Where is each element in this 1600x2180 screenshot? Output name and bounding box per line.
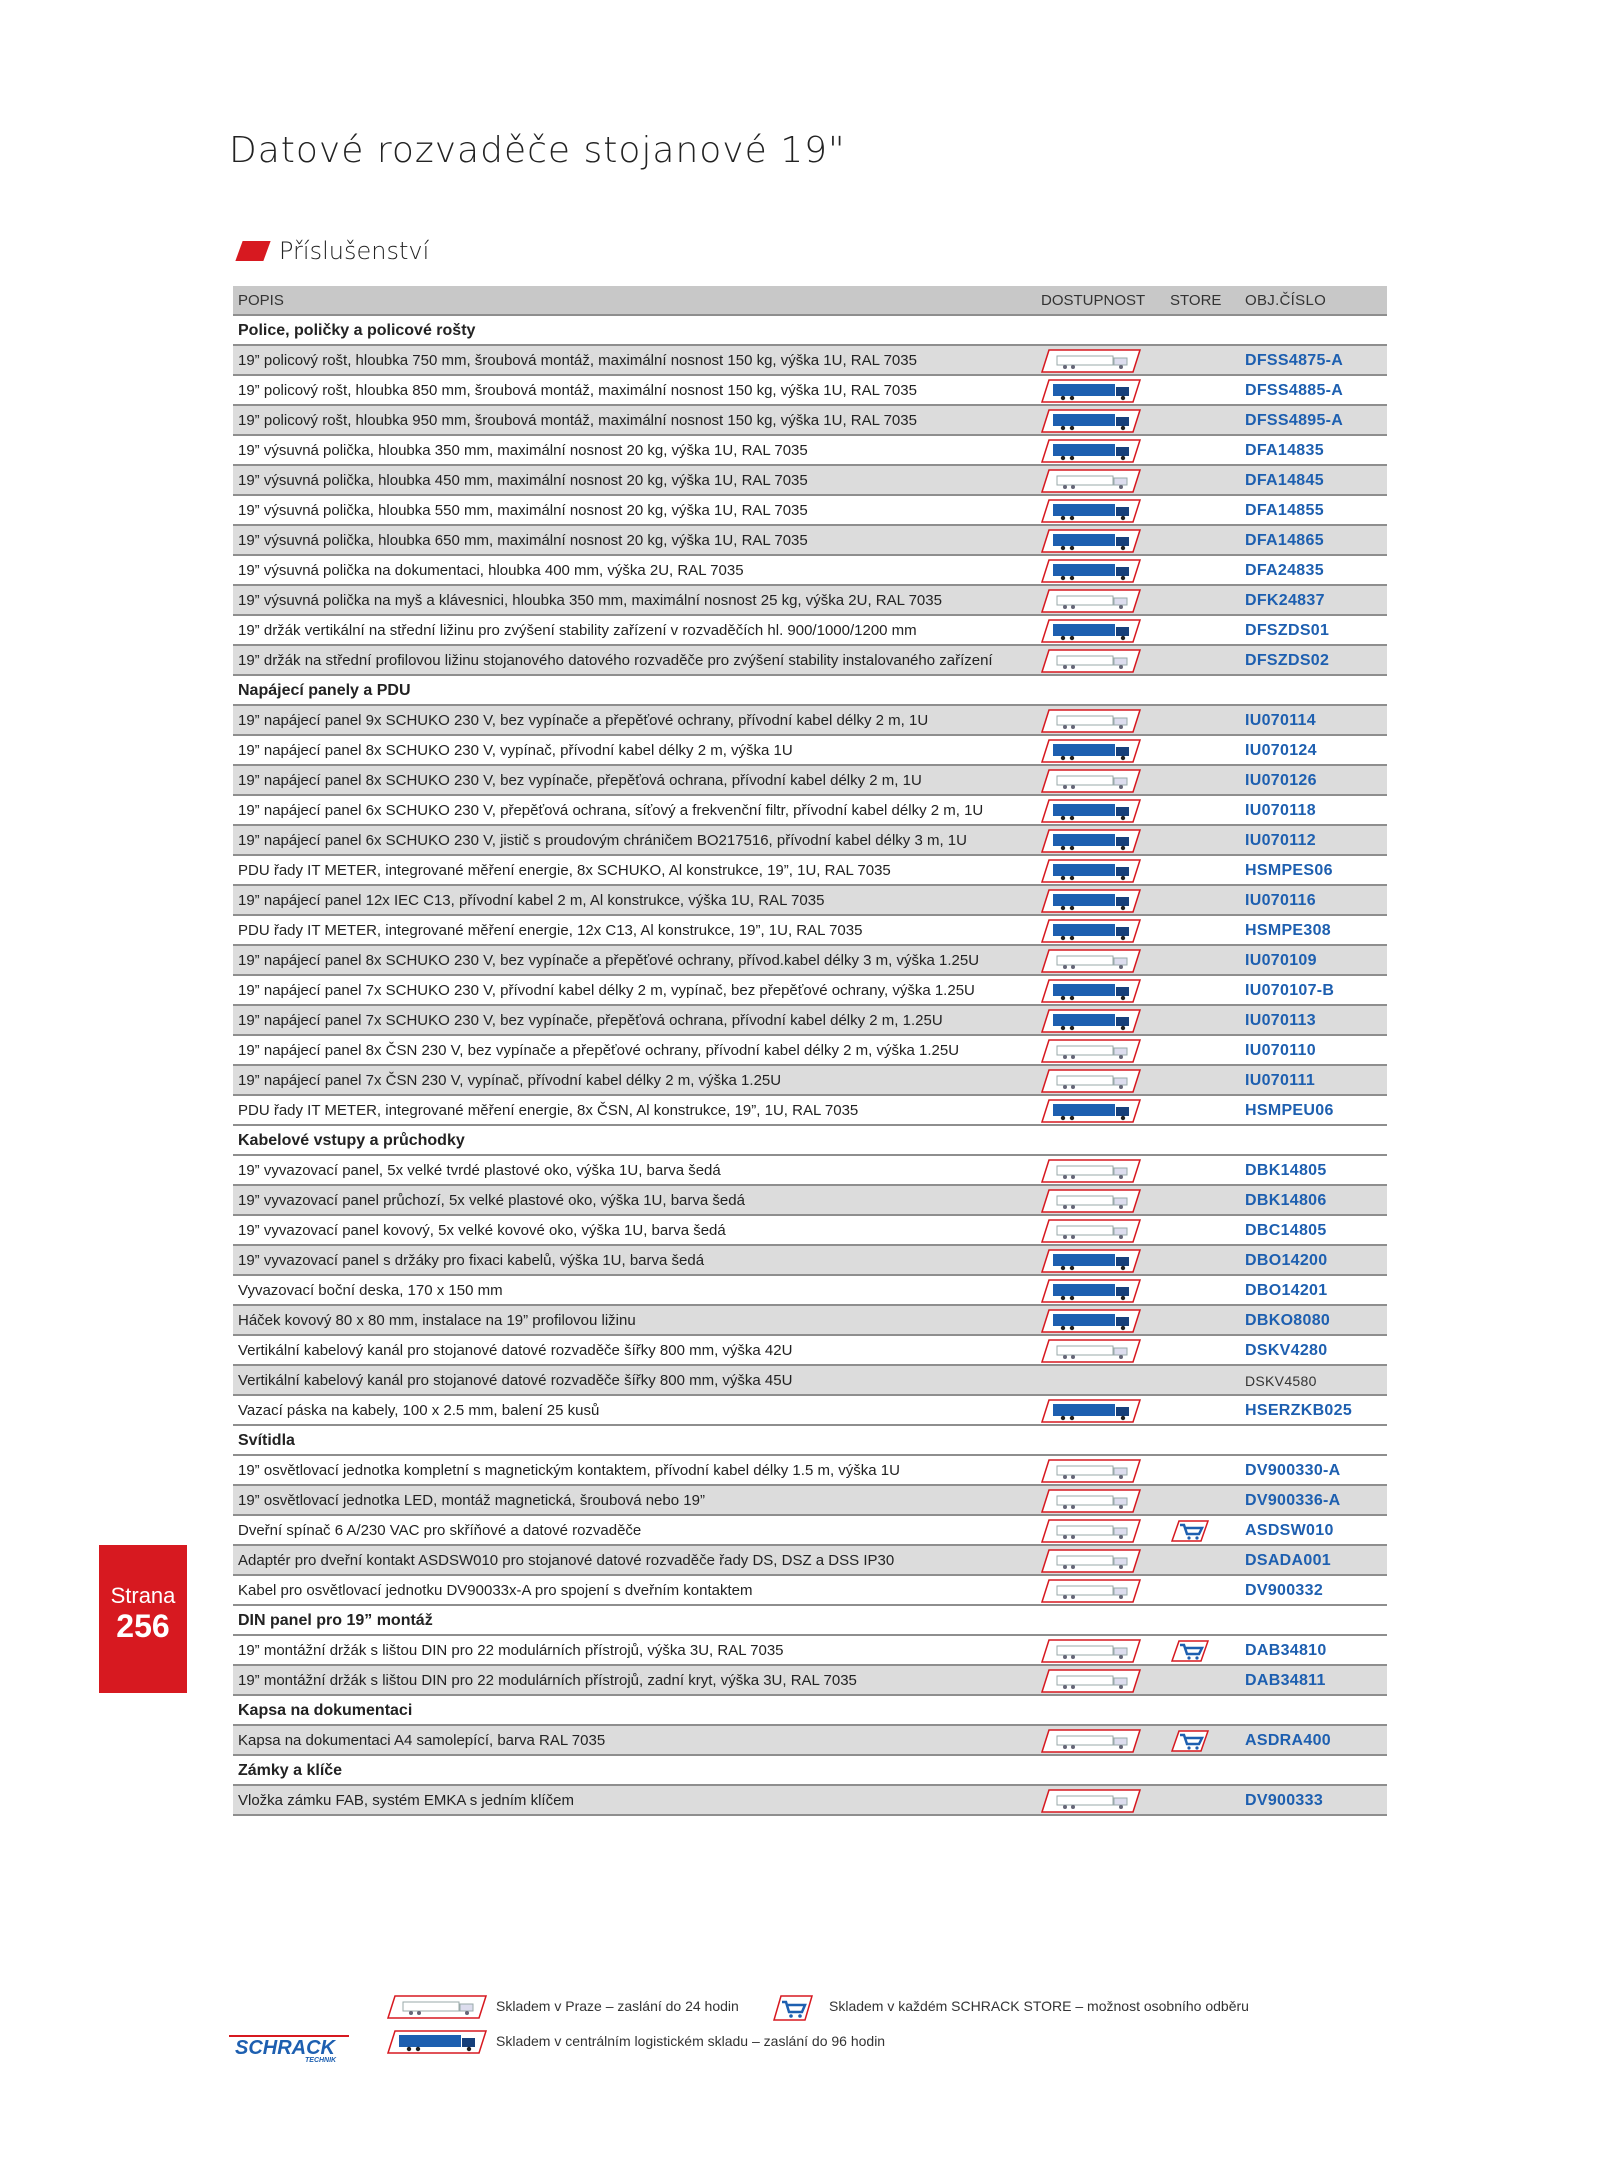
category-row (233, 1606, 1387, 1636)
table-row (233, 916, 1387, 946)
product-description: 19” napájecí panel 12x IEC C13, přívodní kabel 2 m, Al konstrukce, výška 1U, RAL 7035 (238, 892, 825, 909)
legend-central-text: Skladem v centrálním logistickém skladu – zaslání do 96 hodin (496, 2033, 886, 2049)
legend-praha-text: Skladem v Praze – zaslání do 24 hodin (496, 1998, 739, 2014)
table-row (233, 1546, 1387, 1576)
order-number-link[interactable]: DFA24835 (1245, 562, 1324, 579)
order-number-link[interactable]: DV900330-A (1245, 1462, 1341, 1479)
table-header (233, 286, 1387, 316)
product-description: 19” vyvazovací panel, 5x velké tvrdé plastové oko, výška 1U, barva šedá (238, 1162, 721, 1179)
truck-praha-icon (1041, 1489, 1141, 1513)
table-row (233, 586, 1387, 616)
product-description: 19” napájecí panel 6x SCHUKO 230 V, přepěťová ochrana, síťový a frekvenční filtr, přívodní kabel délky 2 m, 1U (238, 802, 984, 819)
page-title: Datové rozvaděče stojanové 19" (229, 130, 846, 171)
table-row (233, 646, 1387, 676)
category-title: Zámky a klíče (238, 1762, 343, 1779)
order-number-link[interactable]: DAB34811 (1245, 1672, 1326, 1689)
truck-central-icon (1041, 1279, 1141, 1303)
order-number-link[interactable]: IU070113 (1245, 1012, 1316, 1029)
product-description: 19” montážní držák s lištou DIN pro 22 modulárních přístrojů, zadní kryt, výška 3U, RAL 7035 (238, 1672, 857, 1689)
column-header-store: STORE (1170, 292, 1222, 309)
order-number-link[interactable]: DBO14201 (1245, 1282, 1328, 1299)
table-row (233, 1186, 1387, 1216)
table-row (233, 1396, 1387, 1426)
truck-praha-icon (1041, 349, 1141, 373)
truck-central-icon (1041, 859, 1141, 883)
order-number-link[interactable]: IU070111 (1245, 1072, 1316, 1089)
product-description: 19” napájecí panel 9x SCHUKO 230 V, bez vypínače a přepěťové ochrany, přívodní kabel délky 2 m, 1U (238, 712, 929, 729)
product-description: 19” výsuvná polička, hloubka 450 mm, maximální nosnost 20 kg, výška 1U, RAL 7035 (238, 472, 808, 489)
product-description: Háček kovový 80 x 80 mm, instalace na 19” profilovou ližinu (238, 1312, 636, 1329)
table-row (233, 976, 1387, 1006)
table-row (233, 946, 1387, 976)
truck-praha-icon (1041, 1219, 1141, 1243)
truck-praha-icon (1041, 709, 1141, 733)
category-title: Svítidla (238, 1432, 295, 1449)
column-header-dostupnost: DOSTUPNOST (1041, 292, 1146, 309)
product-description: PDU řady IT METER, integrované měření energie, 8x SCHUKO, Al konstrukce, 19”, 1U, RAL 7035 (238, 862, 891, 879)
table-row (233, 1276, 1387, 1306)
table-row (233, 1066, 1387, 1096)
truck-central-icon (1041, 619, 1141, 643)
table-row (233, 466, 1387, 496)
order-number-link[interactable]: IU070124 (1245, 742, 1317, 759)
table-row (233, 376, 1387, 406)
shopping-cart-icon (1171, 1520, 1209, 1542)
truck-praha-icon (1041, 1459, 1141, 1483)
truck-central-icon (1041, 799, 1141, 823)
truck-central-icon (1041, 979, 1141, 1003)
truck-central-icon (1041, 559, 1141, 583)
truck-praha-icon (1041, 1639, 1141, 1663)
page-tab-label: Strana (110, 1583, 176, 1608)
table-row (233, 1156, 1387, 1186)
category-title: Kabelové vstupy a průchodky (238, 1132, 465, 1149)
order-number-link[interactable]: IU070109 (1245, 952, 1317, 969)
category-title: Napájecí panely a PDU (238, 682, 411, 699)
table-row (233, 1726, 1387, 1756)
order-number-link[interactable]: DFK24837 (1245, 592, 1325, 609)
table-row (233, 1216, 1387, 1246)
product-description: 19” napájecí panel 6x SCHUKO 230 V, jistič s proudovým chráničem BO217516, přívodní kabel délky 3 m, 1U (238, 832, 967, 849)
order-number-link[interactable]: IU070110 (1245, 1042, 1316, 1059)
product-description: 19” vyvazovací panel průchozí, 5x velké plastové oko, výška 1U, barva šedá (238, 1192, 745, 1209)
table-row (233, 706, 1387, 736)
truck-praha-icon (1041, 1549, 1141, 1573)
product-description: Vyvazovací boční deska, 170 x 150 mm (238, 1282, 503, 1299)
truck-central-icon (1041, 529, 1141, 553)
truck-praha-icon (387, 1995, 487, 2019)
section-title: Příslušenství (279, 237, 430, 265)
truck-central-icon (1041, 499, 1141, 523)
product-description: 19” policový rošt, hloubka 950 mm, šroubová montáž, maximální nosnost 150 kg, výška 1U, RAL 7035 (238, 412, 917, 429)
order-number-link[interactable]: HSMPES06 (1245, 862, 1333, 879)
order-number-link[interactable]: DFSZDS02 (1245, 652, 1330, 669)
table-row (233, 796, 1387, 826)
category-row (233, 1696, 1387, 1726)
table-row (233, 766, 1387, 796)
order-number-link[interactable]: DSKV4280 (1245, 1342, 1328, 1359)
order-number-link[interactable]: HSERZKB025 (1245, 1402, 1353, 1419)
truck-central-icon (1041, 1009, 1141, 1033)
product-description: 19” napájecí panel 7x ČSN 230 V, vypínač, přívodní kabel délky 2 m, výška 1.25U (238, 1072, 782, 1089)
product-description: 19” napájecí panel 7x SCHUKO 230 V, bez vypínače, přepěťová ochrana, přívodní kabel délky 2 m, 1.25U (238, 1012, 943, 1029)
product-description: 19” výsuvná polička na dokumentaci, hloubka 400 mm, výška 2U, RAL 7035 (238, 562, 744, 579)
order-number-link[interactable]: HSMPEU06 (1245, 1102, 1334, 1119)
table-row (233, 1336, 1387, 1366)
section-flag-icon (235, 241, 270, 261)
product-description: PDU řady IT METER, integrované měření energie, 8x ČSN, Al konstrukce, 19”, 1U, RAL 7035 (238, 1102, 859, 1119)
truck-central-icon (1041, 1309, 1141, 1333)
table-row (233, 616, 1387, 646)
truck-praha-icon (1041, 1069, 1141, 1093)
truck-central-icon (1041, 1099, 1141, 1123)
truck-praha-icon (1041, 1159, 1141, 1183)
table-row (233, 826, 1387, 856)
order-number-link[interactable]: DFA14865 (1245, 532, 1324, 549)
product-description: Vertikální kabelový kanál pro stojanové datové rozvaděče šířky 800 mm, výška 42U (238, 1342, 793, 1359)
category-row (233, 1426, 1387, 1456)
table-row (233, 526, 1387, 556)
product-description: 19” napájecí panel 8x SCHUKO 230 V, bez vypínače, přepěťová ochrana, přívodní kabel délky 2 m, 1U (238, 772, 922, 789)
product-description: 19” výsuvná polička, hloubka 550 mm, maximální nosnost 20 kg, výška 1U, RAL 7035 (238, 502, 808, 519)
table-row (233, 1006, 1387, 1036)
table-row (233, 1036, 1387, 1066)
product-description: 19” výsuvná polička, hloubka 650 mm, maximální nosnost 20 kg, výška 1U, RAL 7035 (238, 532, 808, 549)
product-description: Adaptér pro dveřní kontakt ASDSW010 pro stojanové datové rozvaděče řady DS, DSZ a DSS IP30 (238, 1552, 895, 1569)
schrack-logo (227, 2030, 352, 2064)
order-number-link[interactable]: DFSS4895-A (1245, 412, 1344, 429)
product-description: 19” držák vertikální na střední ližinu pro zvýšení stability zařízení v rozvaděčích hl. 900/1000/1200 mm (238, 622, 917, 639)
truck-praha-icon (1041, 1669, 1141, 1693)
truck-praha-icon (1041, 949, 1141, 973)
category-title: Kapsa na dokumentaci (238, 1702, 413, 1719)
order-number-link[interactable]: IU070118 (1245, 802, 1316, 819)
table-row (233, 556, 1387, 586)
table-row (233, 1666, 1387, 1696)
product-description: 19” výsuvná polička na myš a klávesnici, hloubka 350 mm, maximální nosnost 25 kg, výška 2U, RAL 7035 (238, 592, 942, 609)
table-row (233, 1636, 1387, 1666)
table-row (233, 496, 1387, 526)
product-description: 19” napájecí panel 8x ČSN 230 V, bez vypínače a přepěťové ochrany, přívodní kabel délky 2 m, výška 1.25U (238, 1042, 960, 1059)
order-number-link[interactable]: DFA14845 (1245, 472, 1324, 489)
truck-central-icon (1041, 1249, 1141, 1273)
truck-praha-icon (1041, 1579, 1141, 1603)
product-description: 19” vyvazovací panel s držáky pro fixaci kabelů, výška 1U, barva šedá (238, 1252, 705, 1269)
shopping-cart-icon (1171, 1730, 1209, 1752)
truck-central-icon (1041, 739, 1141, 763)
order-number-link[interactable]: DV900336-A (1245, 1492, 1341, 1509)
product-description: Dveřní spínač 6 A/230 VAC pro skříňové a datové rozvaděče (238, 1522, 642, 1539)
order-number-link[interactable]: DSADA001 (1245, 1552, 1331, 1569)
truck-praha-icon (1041, 769, 1141, 793)
order-number-link[interactable]: DBK14806 (1245, 1192, 1327, 1209)
product-description: 19” policový rošt, hloubka 750 mm, šroubová montáž, maximální nosnost 150 kg, výška 1U, RAL 7035 (238, 352, 917, 369)
svg-text:SCHRACK: SCHRACK (235, 2037, 335, 2059)
table-row (233, 886, 1387, 916)
table-row (233, 1366, 1387, 1396)
order-number-link[interactable]: ASDRA400 (1245, 1732, 1331, 1749)
order-number-link[interactable]: DV900332 (1245, 1582, 1324, 1599)
truck-central-icon (1041, 919, 1141, 943)
order-number-link[interactable]: DBO14200 (1245, 1252, 1328, 1269)
product-description: 19” napájecí panel 8x SCHUKO 230 V, bez vypínače a přepěťové ochrany, přívod.kabel délky 3 m, výška 1.25U (238, 952, 980, 969)
order-number-link[interactable]: DFSS4875-A (1245, 352, 1344, 369)
column-header-popis: POPIS (238, 292, 284, 309)
category-row (233, 676, 1387, 706)
order-number-link[interactable]: IU070112 (1245, 832, 1316, 849)
category-title: Police, poličky a policové rošty (238, 322, 476, 339)
product-description: Vertikální kabelový kanál pro stojanové datové rozvaděče šířky 800 mm, výška 45U (238, 1372, 793, 1389)
product-description: 19” držák na střední profilovou ližinu stojanového datového rozvaděče pro zvýšení stability instalovaného zařízení (238, 652, 993, 669)
product-description: Vložka zámku FAB, systém EMKA s jedním klíčem (238, 1792, 574, 1809)
truck-central-icon (1041, 889, 1141, 913)
table-row (233, 1486, 1387, 1516)
truck-praha-icon (1041, 649, 1141, 673)
truck-praha-icon (1041, 1519, 1141, 1543)
product-description: Kapsa na dokumentaci A4 samolepící, barva RAL 7035 (238, 1732, 606, 1749)
order-number-link[interactable]: DFA14835 (1245, 442, 1324, 459)
product-description: 19” policový rošt, hloubka 850 mm, šroubová montáž, maximální nosnost 150 kg, výška 1U, RAL 7035 (238, 382, 917, 399)
table-row (233, 436, 1387, 466)
table-row (233, 1246, 1387, 1276)
truck-praha-icon (1041, 1789, 1141, 1813)
order-number-link[interactable]: ASDSW010 (1245, 1522, 1334, 1539)
truck-praha-icon (1041, 589, 1141, 613)
product-table (233, 286, 1387, 1816)
category-row (233, 1756, 1387, 1786)
table-row (233, 346, 1387, 376)
order-number-link[interactable]: DV900333 (1245, 1792, 1324, 1809)
order-number-link: DSKV4580 (1245, 1373, 1317, 1389)
truck-central-icon (387, 2030, 487, 2054)
category-title: DIN panel pro 19” montáž (238, 1612, 433, 1629)
table-row (233, 1786, 1387, 1816)
order-number-link[interactable]: IU070126 (1245, 772, 1317, 789)
truck-praha-icon (1041, 1039, 1141, 1063)
order-number-link[interactable]: DBC14805 (1245, 1222, 1327, 1239)
table-row (233, 736, 1387, 766)
table-row (233, 406, 1387, 436)
shopping-cart-icon (773, 1995, 813, 2021)
order-number-link[interactable]: DFA14855 (1245, 502, 1324, 519)
truck-central-icon (1041, 409, 1141, 433)
product-description: 19” napájecí panel 7x SCHUKO 230 V, přívodní kabel délky 2 m, vypínač, bez přepěťové ochrany, výška 1.25U (238, 982, 975, 999)
svg-text:TECHNIK: TECHNIK (305, 2057, 337, 2064)
truck-praha-icon (1041, 1339, 1141, 1363)
order-number-link[interactable]: IU070114 (1245, 712, 1316, 729)
order-number-link[interactable]: DFSZDS01 (1245, 622, 1330, 639)
product-description: 19” vyvazovací panel kovový, 5x velké kovové oko, výška 1U, barva šedá (238, 1222, 726, 1239)
truck-central-icon (1041, 829, 1141, 853)
truck-central-icon (1041, 1399, 1141, 1423)
order-number-link[interactable]: DBK14805 (1245, 1162, 1327, 1179)
page-number-tab (99, 1545, 187, 1693)
order-number-link[interactable]: DAB34810 (1245, 1642, 1327, 1659)
order-number-link[interactable]: IU070107-B (1245, 982, 1335, 999)
category-row (233, 316, 1387, 346)
truck-praha-icon (1041, 1189, 1141, 1213)
order-number-link[interactable]: DBKO8080 (1245, 1312, 1331, 1329)
product-description: PDU řady IT METER, integrované měření energie, 12x C13, Al konstrukce, 19”, 1U, RAL 7035 (238, 922, 863, 939)
product-description: 19” osvětlovací jednotka LED, montáž magnetická, šroubová nebo 19” (238, 1492, 705, 1509)
order-number-link[interactable]: HSMPE308 (1245, 922, 1331, 939)
truck-central-icon (1041, 379, 1141, 403)
table-row (233, 856, 1387, 886)
truck-praha-icon (1041, 1729, 1141, 1753)
truck-central-icon (1041, 439, 1141, 463)
order-number-link[interactable]: IU070116 (1245, 892, 1316, 909)
category-row (233, 1126, 1387, 1156)
table-row (233, 1516, 1387, 1546)
truck-praha-icon (1041, 469, 1141, 493)
page-number: 256 (116, 1608, 170, 1644)
product-description: 19” výsuvná polička, hloubka 350 mm, maximální nosnost 20 kg, výška 1U, RAL 7035 (238, 442, 808, 459)
section-header (233, 236, 429, 266)
product-description: 19” osvětlovací jednotka kompletní s magnetickým kontaktem, přívodní kabel délky 1.5 m, výška 1U (238, 1462, 900, 1479)
table-row (233, 1456, 1387, 1486)
shopping-cart-icon (1171, 1640, 1209, 1662)
column-header-obj-cislo: OBJ.ČÍSLO (1245, 292, 1327, 309)
legend-store-text: Skladem v každém SCHRACK STORE – možnost osobního odběru (829, 1998, 1249, 2014)
product-description: Vazací páska na kabely, 100 x 2.5 mm, balení 25 kusů (238, 1402, 600, 1419)
product-description: 19” montážní držák s lištou DIN pro 22 modulárních přístrojů, výška 3U, RAL 7035 (238, 1642, 784, 1659)
order-number-link[interactable]: DFSS4885-A (1245, 382, 1344, 399)
table-row (233, 1096, 1387, 1126)
table-row (233, 1306, 1387, 1336)
product-description: 19” napájecí panel 8x SCHUKO 230 V, vypínač, přívodní kabel délky 2 m, výška 1U (238, 742, 793, 759)
product-description: Kabel pro osvětlovací jednotku DV90033x-A pro spojení s dveřním kontaktem (238, 1582, 753, 1599)
table-row (233, 1576, 1387, 1606)
